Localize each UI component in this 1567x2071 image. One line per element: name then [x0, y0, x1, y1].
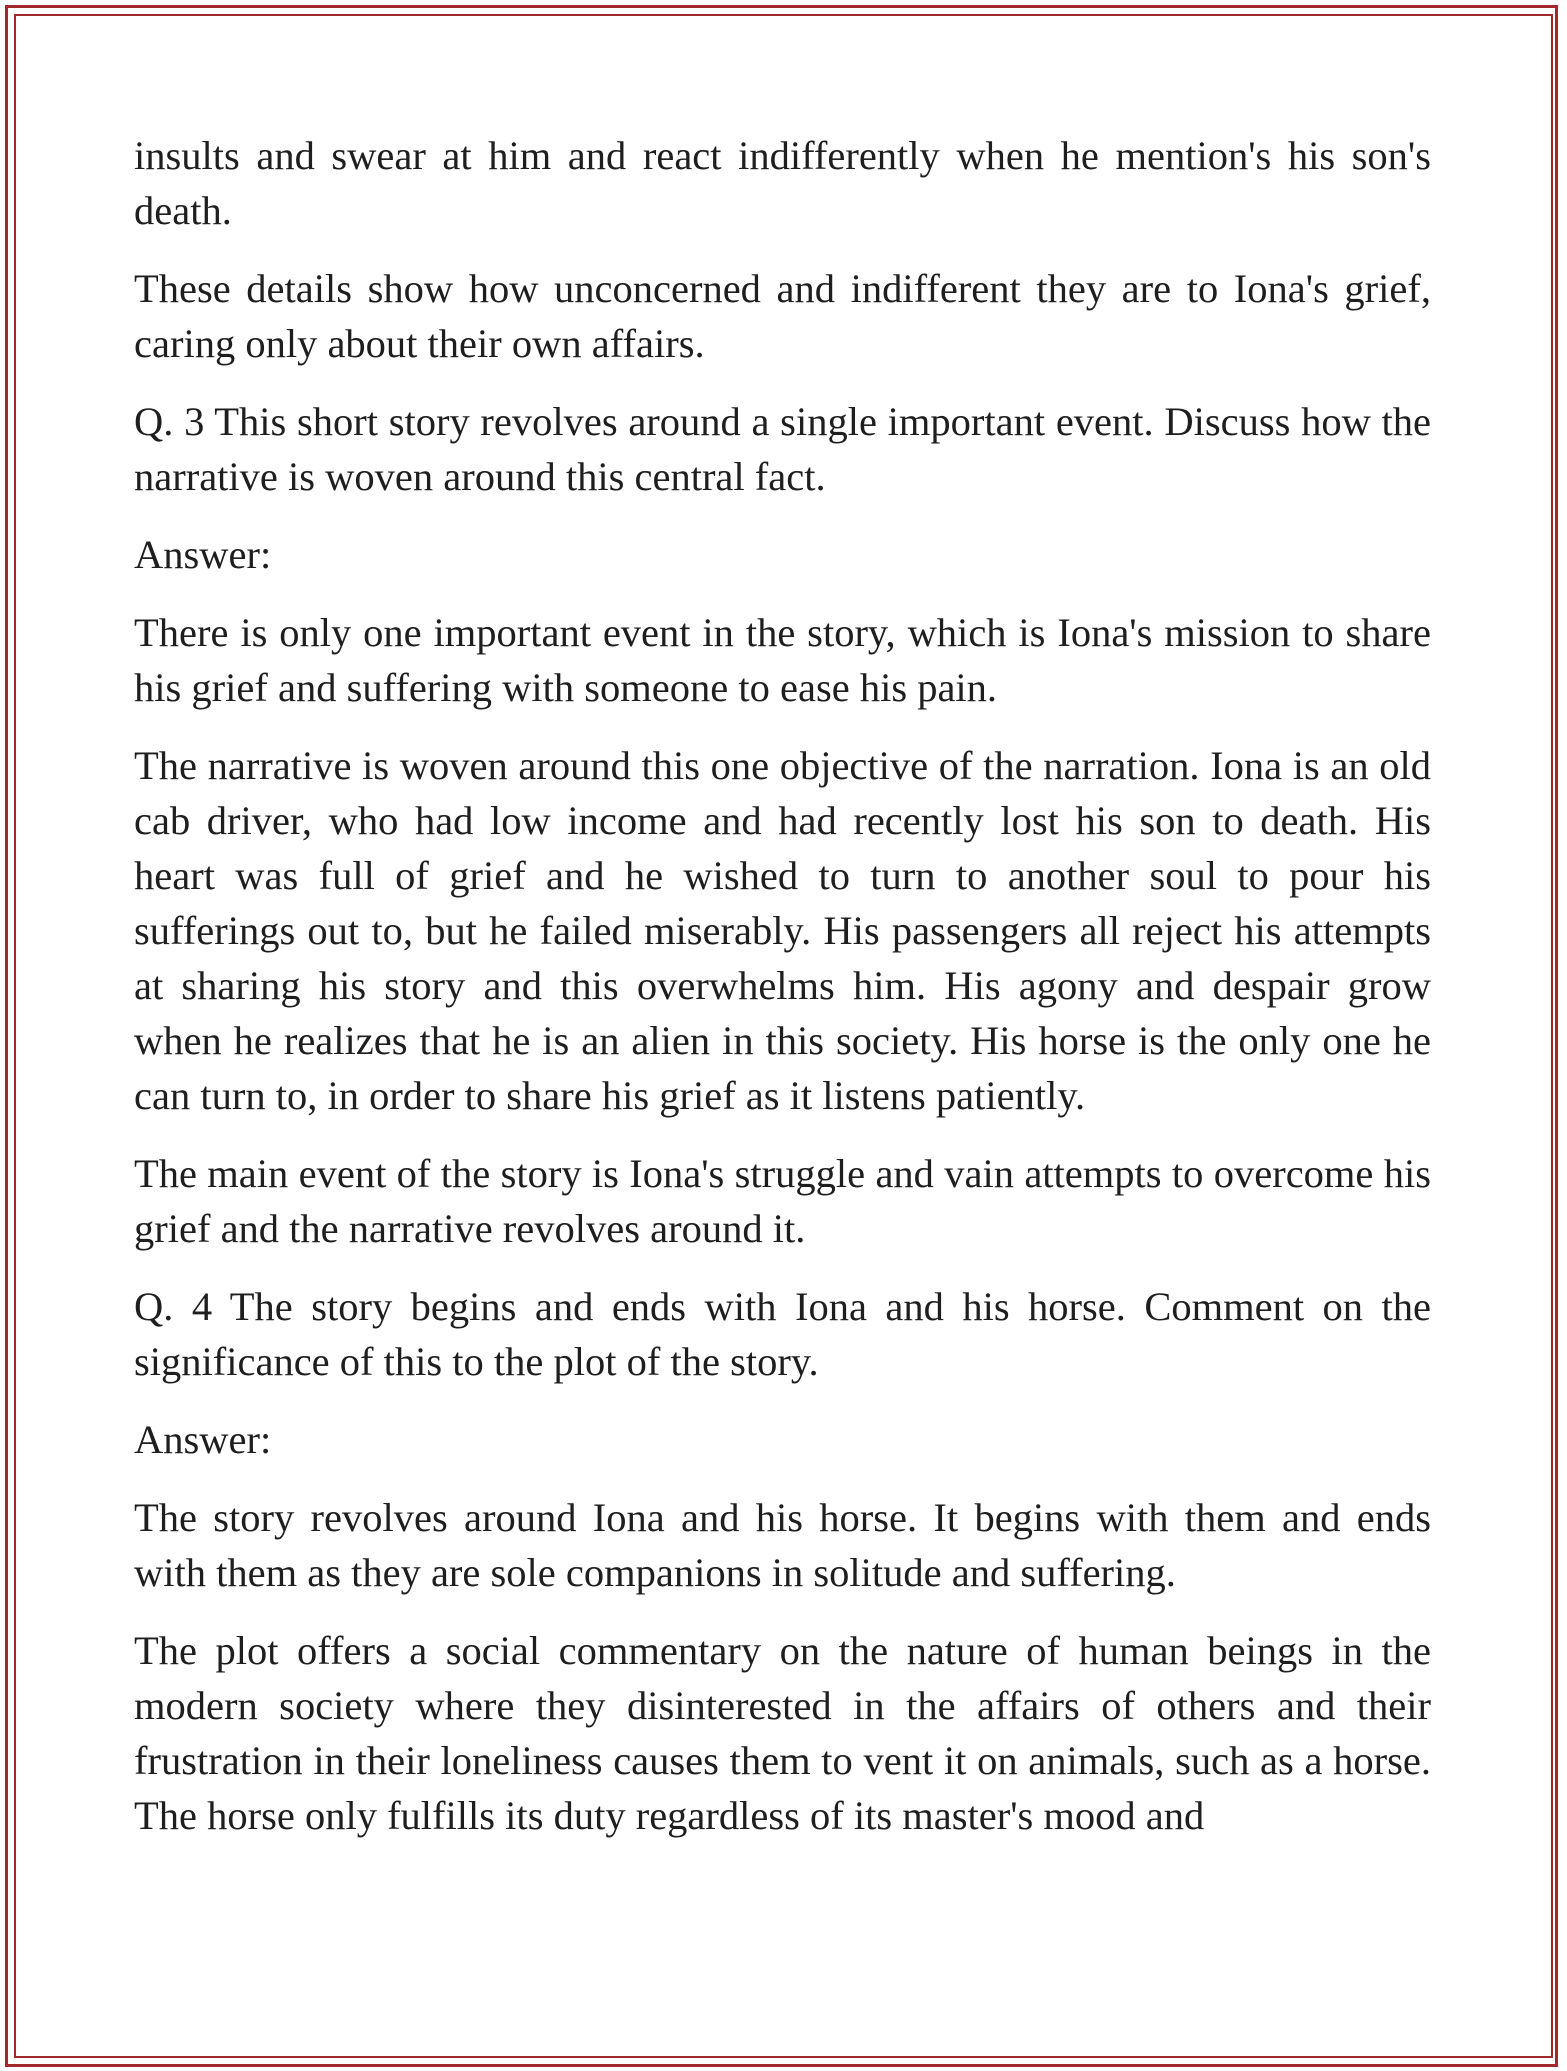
page-content	[134, 128, 1431, 1866]
paragraph-continuation: insults and swear at him and react indifferently when he mention's his son's death.	[134, 133, 1431, 233]
answer-q3-paragraph-3: The main event of the story is Iona's struggle and vain attempts to overcome his grief and the narrative revolves around it.	[134, 1151, 1431, 1251]
answer-q4-paragraph-1: The story revolves around Iona and his horse. It begins with them and ends with them as they are sole companions in solitude and suffering.	[134, 1495, 1431, 1595]
answer-q3-paragraph-1: There is only one important event in the story, which is Iona's mission to share his grief and suffering with someone to ease his pain.	[134, 610, 1431, 710]
answer-label-q4: Answer:	[134, 1417, 272, 1462]
answer-label-q3: Answer:	[134, 532, 272, 577]
question-3: Q. 3 This short story revolves around a single important event. Discuss how the narrative is woven around this central fact.	[134, 399, 1431, 499]
paragraph-details-summary: These details show how unconcerned and indifferent they are to Iona's grief, caring only about their own affairs.	[134, 266, 1431, 366]
question-4: Q. 4 The story begins and ends with Iona and his horse. Comment on the significance of this to the plot of the story.	[134, 1284, 1431, 1384]
answer-q3-paragraph-2: The narrative is woven around this one objective of the narration. Iona is an old cab driver, who had low income and had recently lost his son to death. His heart was full of grief and he wished to turn to another soul to pour his sufferings out to, but he failed miserably. His passengers all reject his attempts at sharing his story and this overwhelms him. His agony and despair grow when he realizes that he is an alien in this society. His horse is the only one he can turn to, in order to share his grief as it listens patiently.	[134, 743, 1431, 1118]
answer-q4-paragraph-2: The plot offers a social commentary on the nature of human beings in the modern society where they disinterested in the affairs of others and their frustration in their loneliness causes them to vent it on animals, such as a horse. The horse only fulfills its duty regardless of its master's mood and	[134, 1628, 1431, 1838]
